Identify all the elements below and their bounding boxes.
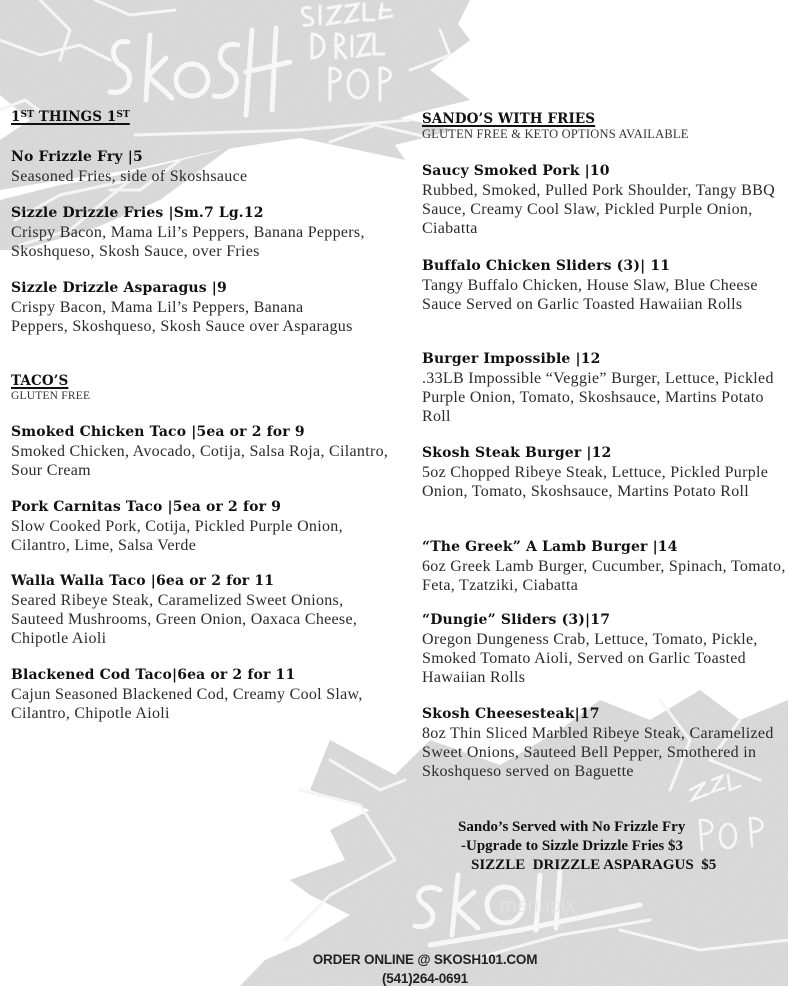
menu-item — [11, 572, 379, 649]
note-line-served-with: Sando’s Served with No Frizzle Fry — [458, 819, 686, 835]
menu-item-name: “The Greek” A Lamb Burger |14 — [422, 539, 678, 555]
menu-item-description: 6oz Greek Lamb Burger, Cucumber, Spinach, Tomato, Feta, Tzatziki, Ciabatta — [422, 558, 786, 595]
section-subtitle-gf-keto: GLUTEN FREE & KETO OPTIONS AVAILABLE — [422, 127, 689, 141]
menu-item — [422, 444, 772, 501]
menu-item-description: Crispy Bacon, Mama Lil’s Peppers, Banana Peppers, Skoshqueso, Skosh Sauce over Asparagus — [11, 299, 353, 336]
menu-item-description: Crispy Bacon, Mama Lil’s Peppers, Banana Peppers, Skoshqueso, Skosh Sauce, over Fries — [11, 224, 365, 261]
menu-item-description: 5oz Chopped Ribeye Steak, Lettuce, Pickled Purple Onion, Tomato, Skoshsauce, Martins Potato Roll — [422, 464, 769, 501]
menu-item-name: Skosh Cheesesteak|17 — [422, 706, 600, 722]
menu-item-description: Slow Cooked Pork, Cotija, Pickled Purple Onion, Cilantro, Lime, Salsa Verde — [11, 518, 343, 555]
menu-item-description: Cajun Seasoned Blackened Cod, Creamy Cool Slaw, Cilantro, Chipotle Aioli — [11, 686, 363, 723]
menu-item-description: Seared Ribeye Steak, Caramelized Sweet Onions, Sauteed Mushrooms, Green Onion, Oaxaca Cheese, Chipotle Aioli — [11, 592, 358, 648]
menu-item — [422, 538, 788, 595]
menu-item-name: Blackened Cod Taco|6ea or 2 for 11 — [11, 667, 296, 683]
menu-item — [422, 611, 788, 688]
footer-contact — [200, 950, 650, 988]
menu-item — [11, 204, 403, 261]
menu-item-description: Seasoned Fries, side of Skoshsauce — [11, 168, 248, 185]
menu-item-name: Walla Walla Taco |6ea or 2 for 11 — [11, 573, 275, 589]
menu-item — [11, 423, 396, 480]
sando-upgrade-note — [440, 818, 770, 875]
menu-item-description: Smoked Chicken, Avocado, Cotija, Salsa Roja, Cilantro, Sour Cream — [11, 443, 389, 480]
menu-item — [11, 498, 351, 555]
menu-item-name: Smoked Chicken Taco |5ea or 2 for 9 — [11, 424, 305, 440]
menu-item-name: Sizzle Drizzle Fries |Sm.7 Lg.12 — [11, 205, 264, 221]
menu-item-description: .33LB Impossible “Veggie” Burger, Lettuce, Pickled Purple Onion, Tomato, Skoshsauce, Martins Potato Roll — [422, 370, 774, 426]
menu-item-name: Skosh Steak Burger |12 — [422, 445, 612, 461]
phone-number[interactable]: (541)264-0691 — [382, 971, 468, 986]
section-title-first-things-first: 1ST THINGS 1ST — [11, 109, 130, 125]
section-first-things-first — [11, 110, 130, 125]
section-tacos — [11, 374, 90, 404]
menu-item-name: Pork Carnitas Taco |5ea or 2 for 9 — [11, 499, 282, 515]
section-title-sandos: SANDO’S WITH FRIES — [422, 111, 596, 127]
menu-item-description: 8oz Thin Sliced Marbled Ribeye Steak, Caramelized Sweet Onions, Sauteed Bell Pepper, Smothered in Skoshqueso served on Baguette — [422, 725, 774, 781]
note-line-asparagus: SIZZLE DRIZZLE ASPARAGUS $5 — [471, 857, 717, 873]
menu-item-description: Tangy Buffalo Chicken, House Slaw, Blue Cheese Sauce Served on Garlic Toasted Hawaiian Rolls — [422, 277, 758, 314]
section-title-tacos: TACO’S — [11, 373, 69, 389]
menu-item — [11, 148, 403, 186]
menu-item — [422, 162, 788, 239]
menu-item-name: Sizzle Drizzle Asparagus |9 — [11, 280, 227, 296]
menu-item — [11, 279, 361, 336]
menu-item — [422, 350, 782, 427]
menu-item-name: “Dungie” Sliders (3)|17 — [422, 612, 611, 628]
menu-item — [11, 666, 396, 723]
section-subtitle-gluten-free: GLUTEN FREE — [11, 390, 91, 402]
menu-item-description: Oregon Dungeness Crab, Lettuce, Tomato, Pickle, Smoked Tomato Aioli, Served on Garlic Toasted Hawaiian Rolls — [422, 631, 758, 687]
section-sandos-with-fries — [422, 112, 689, 142]
menu-item-name: Buffalo Chicken Sliders (3)| 11 — [422, 258, 671, 274]
menu-item — [422, 257, 762, 314]
menu-item-name: No Frizzle Fry |5 — [11, 149, 143, 165]
order-online-link[interactable]: ORDER ONLINE @ SKOSH101.COM — [312, 952, 538, 967]
menu-item-name: Saucy Smoked Pork |10 — [422, 163, 610, 179]
menu-item-description: Rubbed, Smoked, Pulled Pork Shoulder, Tangy BBQ Sauce, Creamy Cool Slaw, Pickled Purple Onion, Ciabatta — [422, 182, 775, 238]
menu-item — [422, 705, 788, 782]
note-line-upgrade-fries: -Upgrade to Sizzle Drizzle Fries $3 — [461, 838, 684, 854]
menupix-watermark: menupix — [500, 895, 576, 917]
menu-item-name: Burger Impossible |12 — [422, 351, 601, 367]
